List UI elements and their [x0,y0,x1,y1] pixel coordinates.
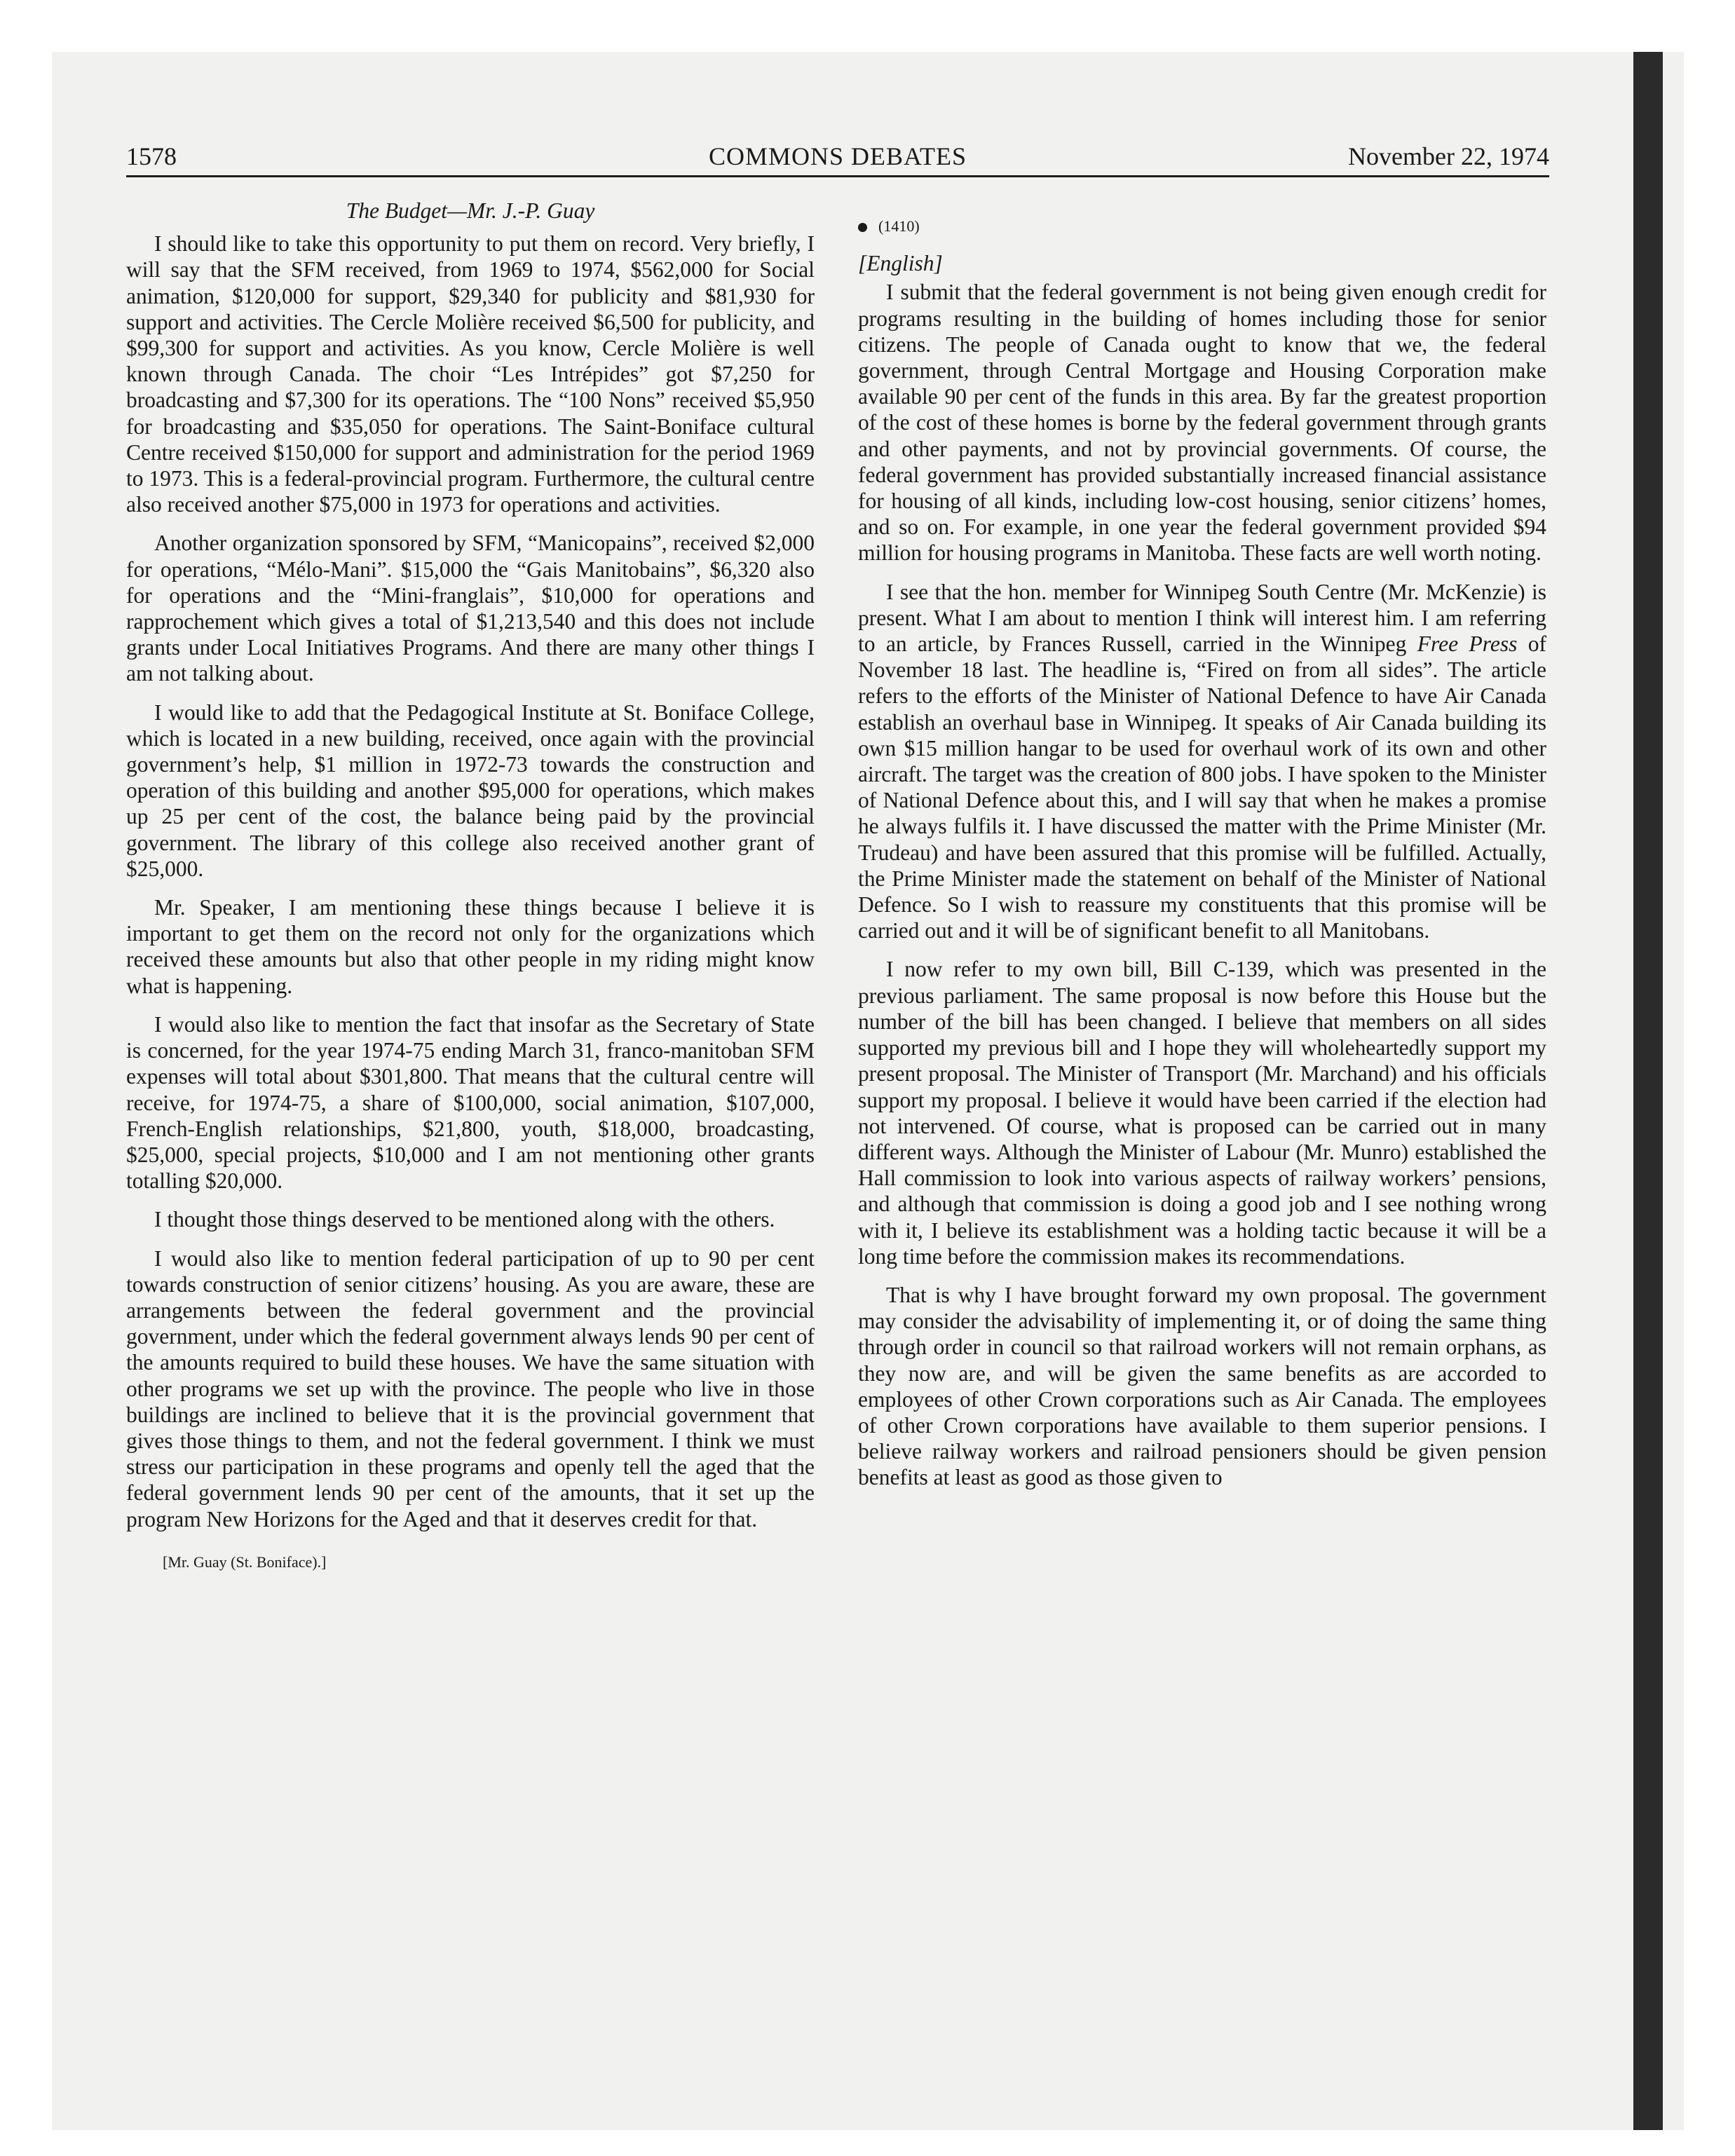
paragraph: Mr. Speaker, I am mentioning these things because I believe it is important to get them on the record not only for the organizations which received these amounts but also that other people in my riding might know what is happening. [126,895,815,998]
paragraph: I would also like to mention federal participation of up to 90 per cent towards construction of senior citizens’ housing. As you are aware, these are arrangements between the federal government and the provincial government, under which the federal government always lends 90 per cent of the amounts required to build these houses. We have the same situation with other programs we set up with the province. The people who live in those buildings are inclined to believe that it is the provincial government that gives those things to them, and not the federal government. I think we must stress our participation in these programs and openly tell the aged that the federal government lends 90 per cent of the amounts, that it set up the program New Horizons for the Aged and that it deserves credit for that. [126,1246,815,1531]
scan-edge-shadow [1633,52,1663,2130]
left-column [126,198,815,1575]
paragraph: I thought those things deserved to be mentioned along with the others. [154,1207,775,1232]
publication-date: November 22, 1974 [1348,142,1549,170]
running-head: The Budget—Mr. J.-P. Guay [346,198,595,223]
paragraph: I would like to add that the Pedagogical Institute at St. Boniface College, which is located in a new building, received, once again with the provincial government’s help, $1 million in 1972-73 towards the construction and operation of this building and another $95,000 for operations, which makes up 25 per cent of the cost, the balance being paid by the provincial government. The library of this college also received another grant of $25,000. [126,700,815,881]
paragraph: I now refer to my own bill, Bill C-139, which was presented in the previous parliament. The same proposal is now before this House but the number of the bill has been changed. I believe that members on all sides supported my previous bill and I hope they will wholeheartedly support my present proposal. The Minister of Transport (Mr. Marchand) and his officials support my proposal. I believe it would have been carried if the election had not intervened. Of course, what is proposed can be carried out in many different ways. Although the Minister of Labour (Mr. Munro) established the Hall commission to look into various aspects of railway workers’ pensions, and although that commission is doing a good job and I see nothing wrong with it, I believe its establishment was a holding tactic because it will be a long time before the commission makes its recommendations. [858,957,1546,1269]
page-header [126,137,1549,177]
right-column [858,198,1546,1503]
newspaper-title: Free Press [1417,632,1518,657]
paragraph: I would also like to mention the fact that insofar as the Secretary of State is concerned, for the year 1974-75 ending March 31, franco-manitoban SFM expenses will total about $301,800. That means that the cultural centre will receive, for 1974-75, a share of $100,000, social animation, $107,000, French-English relationships, $21,800, youth, $18,000, broadcasting, $25,000, special projects, $10,000 and I am not mentioning other grants totalling $20,000. [126,1011,815,1194]
speaker-note: [Mr. Guay (St. Boniface).] [163,1553,327,1571]
timestamp-text: (1410) [878,217,920,235]
paragraph-text: I see that the hon. member for Winnipeg South Centre (Mr. McKenzie) is present. What I am about to mention I think will interest him. I am referring to an article, by Frances Russell, carried in the Winnipeg [858,579,1546,657]
publication-title: COMMONS DEBATES [708,142,967,170]
timestamp [858,213,1546,239]
paragraph: That is why I have brought forward my own proposal. The government may consider the advisability of implementing it, or of doing the same thing through order in council so that railroad workers will not remain orphans, as they now are, and will be given the same benefits as are accorded to employees of other Crown corporations such as Air Canada. The employees of other Crown corporations have available to them superior pensions. I believe railway workers and railroad pensioners should be given pension benefits at least as good as those given to [858,1282,1546,1490]
bullet-icon [858,223,867,232]
language-tag: [English] [858,251,943,276]
paragraph: I submit that the federal government is not being given enough credit for programs resulting in the building of homes including those for senior citizens. The people of Canada ought to know that we, the federal government, through Central Mortgage and Housing Corporation make available 90 per cent of the funds in this area. By far the greatest proportion of the cost of these homes is borne by the federal government through grants and other payments, and not by provincial governments. Of course, the federal government has provided substantially increased financial assistance for housing of all kinds, including low-cost housing, senior citizens’ homes, and so on. For example, in one year the federal government provided $94 million for housing programs in Manitoba. These facts are well worth noting. [858,280,1546,566]
paragraph-text: of November 18 last. The headline is, “Fired on from all sides”. The article refers to the efforts of the Minister of National Defence to have Air Canada establish an overhaul base in Winnipeg. It speaks of Air Canada building its own $15 million hangar to be used for overhaul work of its own and other aircraft. The target was the creation of 800 jobs. I have spoken to the Minister of National Defence about this, and I will say that when he makes a promise he always fulfils it. I have discussed the matter with the Prime Minister (Mr. Trudeau) and have been assured that this promise will be fulfilled. Actually, the Prime Minister made the statement on behalf of the Minister of National Defence. So I wish to reassure my constituents that this promise will be carried out and it will be of significant benefit to all Manitobans. [858,632,1546,943]
paragraph [858,579,1546,944]
paragraph: I should like to take this opportunity to put them on record. Very briefly, I will say that the SFM received, from 1969 to 1974, $562,000 for Social animation, $120,000 for support, $29,340 for publicity and $81,930 for support and activities. The Cercle Molière received $6,500 for publicity, and $99,300 for support and activities. As you know, Cercle Molière is well known through Canada. The choir “Les Intrépides” got $7,250 for broadcasting and $7,300 for its operations. The “100 Nons” received $5,950 for broadcasting and $35,050 for operations. The Saint-Boniface cultural Centre received $150,000 for support and administration for the period 1969 to 1973. This is a federal-provincial program. Furthermore, the cultural centre also received another $75,000 in 1973 for operations and activities. [126,231,815,517]
paragraph: Another organization sponsored by SFM, “Manicopains”, received $2,000 for operations, “Mélo-Mani”. $15,000 the “Gais Manitobains”, $6,320 also for operations and the “Mini-franglais”, $10,000 for operations and rapprochement which gives a total of $1,213,540 and this does not include grants under Local Initiatives Programs. And there are many other things I am not talking about. [126,531,815,686]
page-number: 1578 [126,142,177,170]
